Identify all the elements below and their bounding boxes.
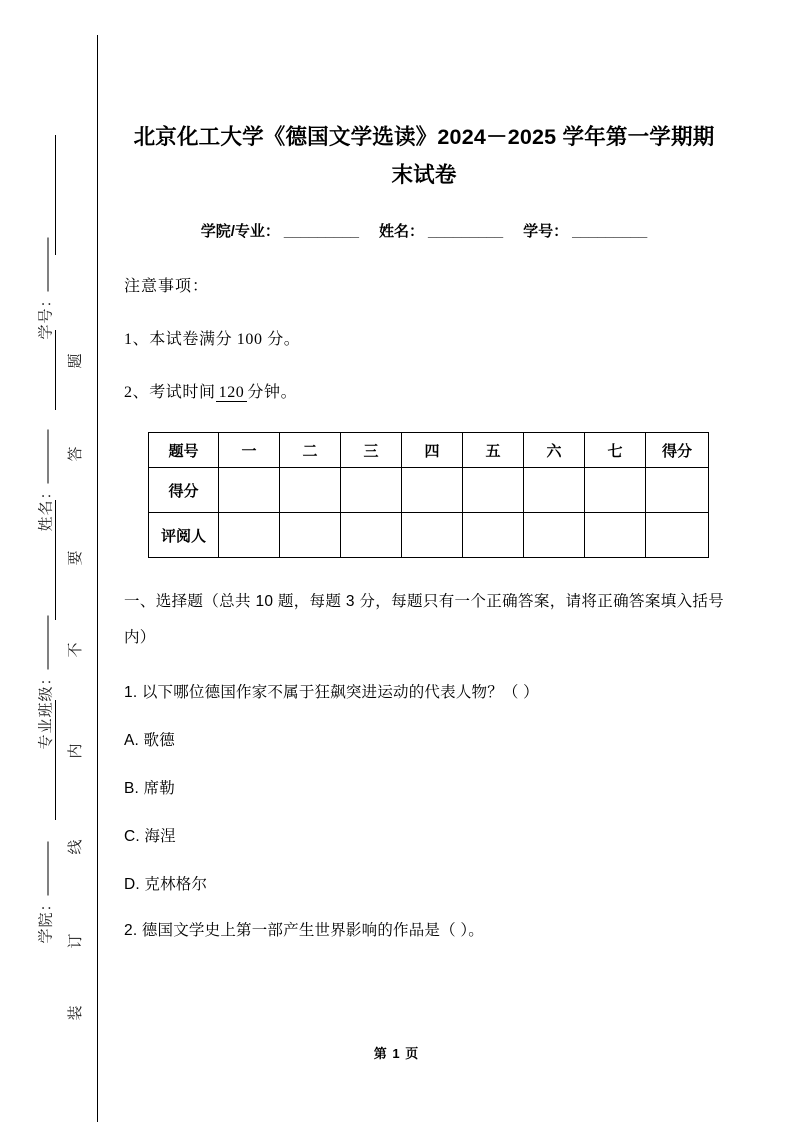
reviewer-cell[interactable] <box>219 513 280 558</box>
question-1-option-c[interactable]: C. 海涅 <box>124 828 176 845</box>
table-row <box>149 468 709 513</box>
binding-field-class <box>0 669 120 750</box>
seal-char: 答 <box>68 446 84 462</box>
seal-char: 不 <box>68 642 84 658</box>
exam-sheet <box>124 0 724 1122</box>
question-1-option-b[interactable]: B. 席勒 <box>124 780 175 797</box>
duration-value: 120 <box>216 384 248 402</box>
student-info-line <box>124 220 724 241</box>
binding-rule-main <box>97 35 98 1122</box>
binding-field-name <box>0 470 120 532</box>
question-1: 1. 以下哪位德国作家不属于狂飙突进运动的代表人物？（ ） <box>124 684 539 701</box>
reviewer-cell[interactable] <box>402 513 463 558</box>
binding-field-blank[interactable] <box>48 238 49 292</box>
score-cell[interactable] <box>402 468 463 513</box>
student-id-label: 学号： <box>523 223 569 240</box>
row-header: 得分 <box>149 468 219 513</box>
column-header: 四 <box>402 433 463 468</box>
column-header: 二 <box>280 433 341 468</box>
score-cell[interactable] <box>341 468 402 513</box>
binding-field-label: 学号： <box>38 291 55 340</box>
notice-item-total-score: 1、本试卷满分 100 分。 <box>124 331 301 348</box>
binding-field-blank[interactable] <box>48 430 49 484</box>
reviewer-cell[interactable] <box>585 513 646 558</box>
question-1-option-d[interactable]: D. 克林格尔 <box>124 876 208 893</box>
score-cell[interactable] <box>280 468 341 513</box>
table-row <box>149 433 709 468</box>
score-cell[interactable] <box>219 468 280 513</box>
reviewer-cell[interactable] <box>280 513 341 558</box>
page-number-footer: 第 1 页 <box>373 1046 420 1061</box>
page-title: 北京化工大学《德国文学选读》2024－2025 学年第一学期期末试卷 <box>133 125 715 187</box>
seal-char: 线 <box>68 839 84 855</box>
reviewer-cell[interactable] <box>341 513 402 558</box>
score-table <box>148 432 709 558</box>
binding-field-label: 学院： <box>38 895 55 944</box>
college-major-input[interactable]: _________ <box>283 223 360 240</box>
column-header: 六 <box>524 433 585 468</box>
row-header: 题号 <box>149 433 219 468</box>
score-cell[interactable] <box>463 468 524 513</box>
column-header: 得分 <box>646 433 709 468</box>
column-header: 五 <box>463 433 524 468</box>
binding-field-blank[interactable] <box>48 842 49 896</box>
seal-char: 内 <box>68 743 84 759</box>
score-cell[interactable] <box>646 468 709 513</box>
name-label: 姓名： <box>379 223 425 240</box>
reviewer-cell[interactable] <box>646 513 709 558</box>
seal-char: 订 <box>68 933 84 949</box>
duration-prefix: 2、考试时间 <box>124 384 216 401</box>
seal-char: 装 <box>68 1005 84 1021</box>
score-cell[interactable] <box>524 468 585 513</box>
reviewer-cell[interactable] <box>524 513 585 558</box>
row-header: 评阅人 <box>149 513 219 558</box>
student-id-input[interactable]: _________ <box>572 223 648 240</box>
binding-field-student-id <box>0 278 120 340</box>
binding-field-blank[interactable] <box>48 616 49 670</box>
binding-field-college <box>0 882 120 944</box>
binding-field-label: 专业班级： <box>38 669 55 750</box>
score-cell[interactable] <box>585 468 646 513</box>
column-header: 七 <box>585 433 646 468</box>
column-header: 三 <box>341 433 402 468</box>
seal-char: 要 <box>68 550 84 566</box>
column-header: 一 <box>219 433 280 468</box>
question-2: 2. 德国文学史上第一部产生世界影响的作品是（ ）。 <box>124 922 484 939</box>
reviewer-cell[interactable] <box>463 513 524 558</box>
binding-field-label: 姓名： <box>38 483 55 532</box>
notice-item-duration <box>124 349 724 402</box>
section-heading-multiple-choice: 一、选择题（总共 10 题，每题 3 分，每题只有一个正确答案，请将正确答案填入括号内） <box>124 593 724 646</box>
notice-heading: 注意事项： <box>124 278 210 295</box>
duration-suffix: 分钟。 <box>247 384 298 401</box>
binding-margin <box>0 0 110 1122</box>
table-row <box>149 513 709 558</box>
question-1-option-a[interactable]: A. 歌德 <box>124 732 175 749</box>
name-input[interactable]: _________ <box>428 223 504 240</box>
college-major-label: 学院/专业： <box>200 223 280 240</box>
seal-char: 题 <box>68 353 84 369</box>
